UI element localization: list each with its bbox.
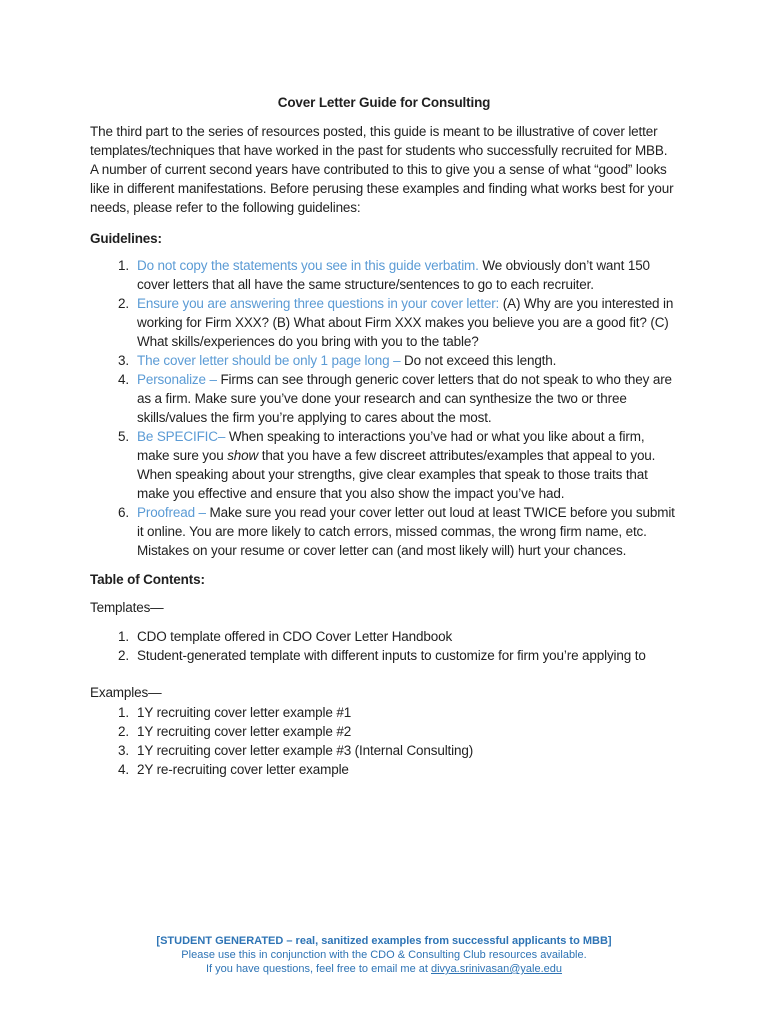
- guideline-lead: Be SPECIFIC–: [137, 429, 226, 444]
- example-item-text: 1Y recruiting cover letter example #3 (Internal Consulting): [137, 743, 474, 758]
- guideline-body: When speaking to interactions you’ve had or what you like about a firm, make sure you: [137, 429, 645, 463]
- email-link[interactable]: divya.srinivasan@yale.edu: [431, 963, 563, 975]
- guideline-body: We obviously don’t want 150 cover letters that all have the same structure/sentences to go to each recruiter.: [137, 258, 650, 292]
- list-number: 1.: [118, 705, 129, 720]
- templates-list: [90, 627, 678, 665]
- guideline-item-5: [90, 427, 678, 503]
- guideline-body-2: that you have a few discreet attributes/examples that appeal to you. When speaking about your strengths, give clear examples that speak to those traits that make you effective and ensure that you also show the impact you’ve had.: [137, 448, 656, 501]
- guideline-text: [137, 370, 678, 427]
- guidelines-list: [90, 256, 678, 560]
- guideline-body: Firms can see through generic cover letters that do not speak to who they are as a firm. Make sure you’ve done your research and can synthesize the two or three skills/values the firm you’re applying to cares about the most.: [137, 372, 672, 425]
- footer-line-1: [STUDENT GENERATED – real, sanitized examples from successful applicants to MBB]: [156, 935, 612, 947]
- list-number: 2.: [118, 296, 129, 311]
- list-number: 3.: [118, 743, 129, 758]
- list-number: 4.: [118, 372, 129, 387]
- intro-paragraph: The third part to the series of resources posted, this guide is meant to be illustrative of cover letter templates/techniques that have worked in the past for students who successfully recruited for MBB. A number of current second years have contributed to this to give you a sense of what “good” looks like in different manifestations. Before perusing these examples and finding what works best for your needs, please refer to the following guidelines:: [90, 124, 674, 215]
- examples-list: [90, 703, 678, 779]
- guideline-item-3: [90, 351, 678, 370]
- example-item-text: 1Y recruiting cover letter example #2: [137, 724, 352, 739]
- guideline-item-6: [90, 503, 678, 560]
- list-number: 5.: [118, 429, 129, 444]
- guideline-body: Do not exceed this length.: [400, 353, 557, 368]
- template-item-text: Student-generated template with different inputs to customize for firm you’re applying to: [137, 648, 646, 663]
- template-item-1: [90, 627, 678, 646]
- guideline-lead: The cover letter should be only 1 page long –: [137, 353, 401, 368]
- guideline-text: [137, 256, 678, 294]
- guidelines-heading: Guidelines:: [90, 231, 162, 246]
- list-number: 2.: [118, 724, 129, 739]
- example-item-1: [90, 703, 678, 722]
- list-number: 4.: [118, 762, 129, 777]
- template-item-text: CDO template offered in CDO Cover Letter Handbook: [137, 629, 453, 644]
- example-item-text: 2Y re-recruiting cover letter example: [137, 762, 349, 777]
- templates-label: Templates—: [90, 600, 164, 615]
- page-title: Cover Letter Guide for Consulting: [277, 95, 491, 110]
- examples-label: Examples—: [90, 685, 162, 700]
- guideline-text: [137, 351, 678, 370]
- guideline-text: [137, 427, 678, 503]
- list-number: 3.: [118, 353, 129, 368]
- guideline-text: [137, 503, 678, 560]
- list-number: 6.: [118, 505, 129, 520]
- example-item-3: [90, 741, 678, 760]
- list-number: 1.: [118, 629, 129, 644]
- template-item-2: [90, 646, 678, 665]
- example-item-4: [90, 760, 678, 779]
- guideline-body: Make sure you read your cover letter out loud at least TWICE before you submit it online. You are more likely to catch errors, missed commas, the wrong firm name, etc. Mistakes on your resume or cover letter can (and most likely will) hurt your chances.: [137, 505, 675, 558]
- guideline-text: [137, 294, 678, 351]
- guideline-item-1: [90, 256, 678, 294]
- guideline-italic: show: [227, 448, 259, 463]
- footer-line-3: [0, 962, 768, 976]
- list-number: 2.: [118, 648, 129, 663]
- guideline-item-2: [90, 294, 678, 351]
- guideline-item-4: [90, 370, 678, 427]
- footer-line-3-text: If you have questions, feel free to email me at: [205, 963, 431, 975]
- example-item-text: 1Y recruiting cover letter example #1: [137, 705, 352, 720]
- guideline-lead: Ensure you are answering three questions in your cover letter:: [137, 296, 500, 311]
- guideline-lead: Proofread –: [137, 505, 206, 520]
- footer-line-2: Please use this in conjunction with the CDO & Consulting Club resources available.: [181, 949, 587, 961]
- list-number: 1.: [118, 258, 129, 273]
- guideline-body: (A) Why are you interested in working for Firm XXX? (B) What about Firm XXX makes you believe you are a good fit? (C) What skills/experiences do you bring with you to the table?: [137, 296, 674, 349]
- example-item-2: [90, 722, 678, 741]
- document-footer: [0, 934, 768, 976]
- guideline-lead: Do not copy the statements you see in this guide verbatim.: [137, 258, 479, 273]
- guideline-lead: Personalize –: [137, 372, 217, 387]
- toc-heading: Table of Contents:: [90, 572, 205, 587]
